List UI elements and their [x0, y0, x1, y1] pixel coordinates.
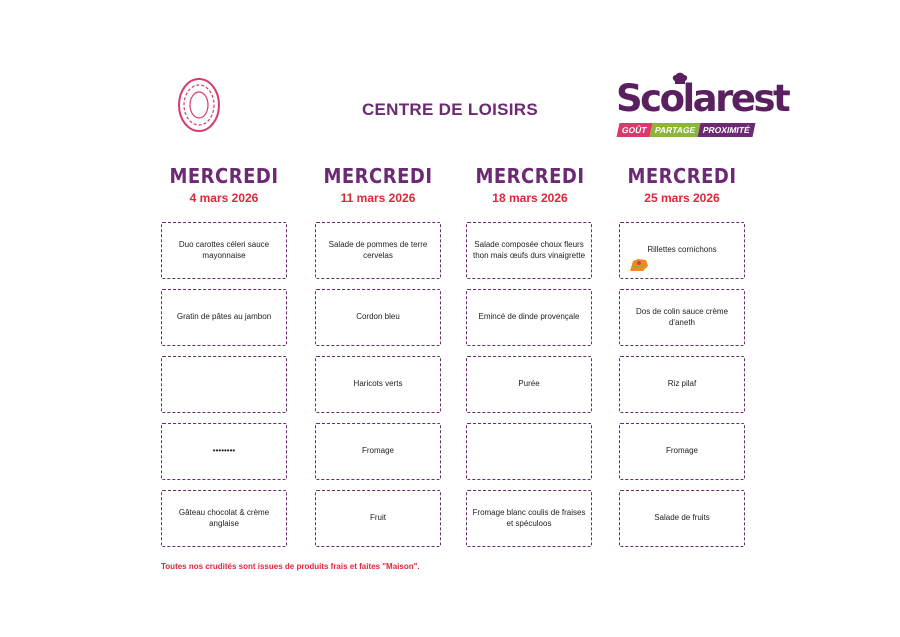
- menu-cell-starter: [619, 222, 745, 279]
- day-name: MERCREDI: [323, 164, 433, 189]
- menu-cell-cheese: Fromage: [619, 423, 745, 480]
- day-name: MERCREDI: [627, 164, 737, 189]
- menu-cell-side: Haricots verts: [315, 356, 441, 413]
- day-name: MERCREDI: [475, 164, 585, 189]
- logo-wordmark: Scolarest: [616, 77, 789, 120]
- menu-cell-main: Dos de colin sauce crème d'aneth: [619, 289, 745, 346]
- menu-cell-main: Gratin de pâtes au jambon: [161, 289, 287, 346]
- menu-cell-dessert: Fruit: [315, 490, 441, 547]
- tagline-proximite: PROXIMITÉ: [697, 123, 755, 137]
- fait-maison-seal-icon: [175, 74, 223, 136]
- day-date: 18 mars 2026: [492, 191, 568, 205]
- day-name: MERCREDI: [169, 164, 279, 189]
- day-header-2: [313, 166, 443, 205]
- menu-cell-starter: Salade composée choux fleurs thon mais œufs durs vinaigrette: [466, 222, 592, 279]
- day-header-1: [159, 166, 289, 205]
- menu-cell-dessert: Salade de fruits: [619, 490, 745, 547]
- day-date: 4 mars 2026: [189, 191, 259, 205]
- menu-cell-text: Rillettes cornichons: [647, 245, 717, 255]
- scolarest-logo: [612, 72, 789, 138]
- logo-tagline: [618, 123, 754, 137]
- day-date: 25 mars 2026: [644, 191, 720, 205]
- page-title: CENTRE DE LOISIRS: [361, 100, 539, 119]
- tagline-partage: PARTAGE: [649, 123, 700, 137]
- menu-cell-cheese: [466, 423, 592, 480]
- menu-cell-side: [161, 356, 287, 413]
- day-header-3: [465, 166, 595, 205]
- menu-cell-main: Emincé de dinde provençale: [466, 289, 592, 346]
- menu-cell-dessert: Gâteau chocolat & crème anglaise: [161, 490, 287, 547]
- tagline-gout: GOÛT: [617, 123, 653, 137]
- menu-cell-cheese: ••••••••: [161, 423, 287, 480]
- menu-cell-side: Riz pilaf: [619, 356, 745, 413]
- day-date: 11 mars 2026: [340, 191, 416, 205]
- menu-cell-starter: Duo carottes céleri sauce mayonnaise: [161, 222, 287, 279]
- menu-cell-side: Purée: [466, 356, 592, 413]
- menu-cell-cheese: Fromage: [315, 423, 441, 480]
- day-header-4: [617, 166, 747, 205]
- menu-cell-main: Cordon bleu: [315, 289, 441, 346]
- menu-cell-dessert: Fromage blanc coulis de fraises et spéculoos: [466, 490, 592, 547]
- regional-product-icon: [628, 257, 650, 273]
- menu-cell-starter: Salade de pommes de terre cervelas: [315, 222, 441, 279]
- footnote: Toutes nos crudités sont issues de produits frais et faites "Maison".: [161, 562, 420, 571]
